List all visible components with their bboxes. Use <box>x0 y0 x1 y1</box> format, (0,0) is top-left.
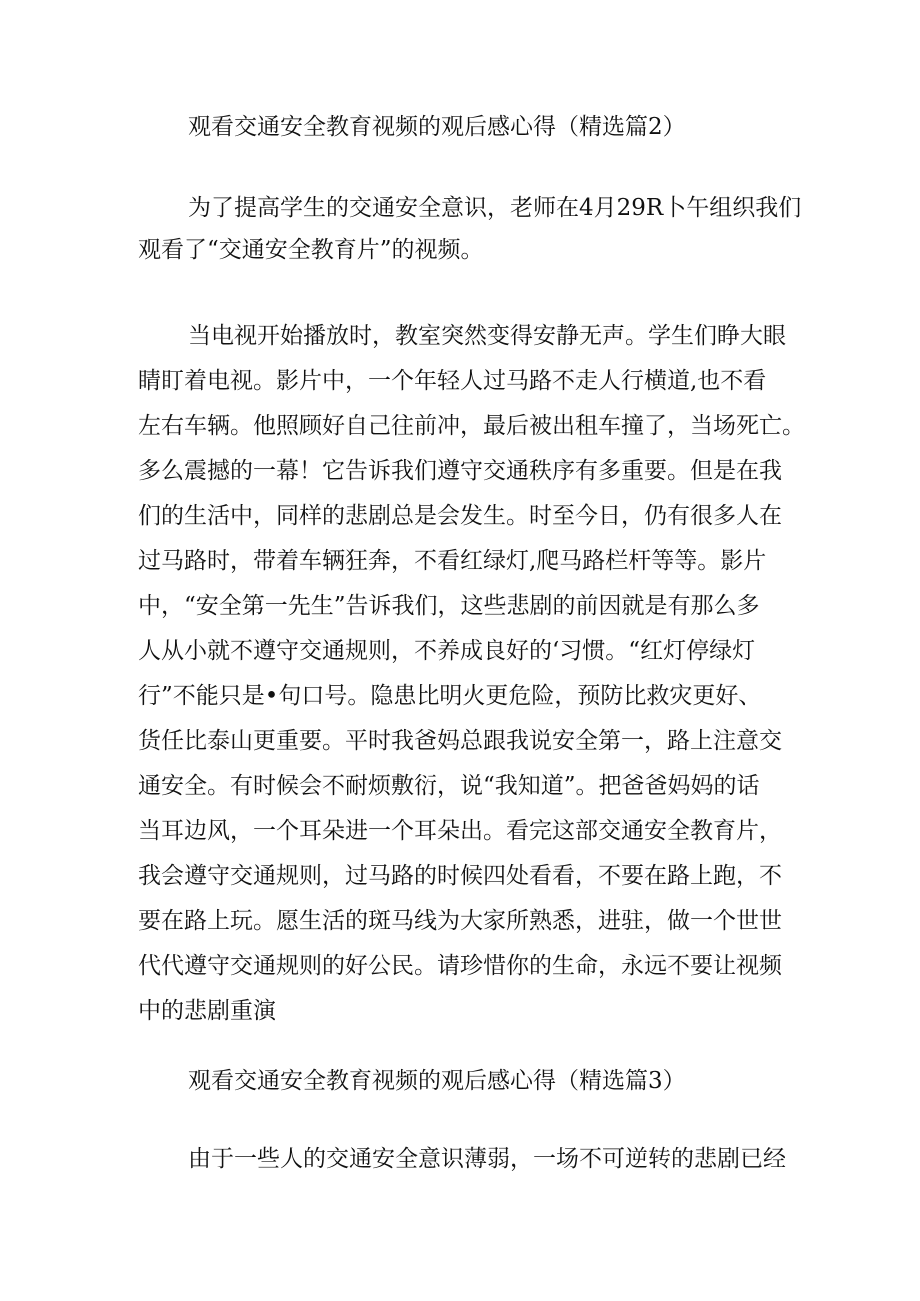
paragraph-3-line-1: 由于一些人的交通安全意识薄弱，一场不可逆转的悲剧已经 <box>188 1146 786 1172</box>
paragraph-2-line-14: 要在路上玩。愿生活的斑马线为大家所熟悉，进驻，做一个世世 <box>138 908 782 934</box>
paragraph-2-line-4: 多么震撼的一幕！它告诉我们遵守交通秩序有多重要。但是在我 <box>138 458 782 484</box>
paragraph-2-line-11: 通安全。有时候会不耐烦敷衍，说“我知道”。把爸爸妈妈的话 <box>138 773 760 799</box>
paragraph-2-line-2: 睛盯着电视。影片中，一个年轻人过马路不走人行横道,也不看 <box>138 368 767 394</box>
paragraph-2-line-12: 当耳边风，一个耳朵进一个耳朵出。看完这部交通安全教育片， <box>138 818 782 844</box>
paragraph-2-line-6: 过马路时，带着车辆狂奔，不看红绿灯,爬马路栏杆等等。影片 <box>138 548 767 574</box>
paragraph-1-line-2: 观看了“交通安全教育片”的视频。 <box>138 237 484 263</box>
paragraph-2-line-10: 货任比泰山更重要。平时我爸妈总跟我说安全第一，路上注意交 <box>138 728 782 754</box>
paragraph-2-line-7: 中，“安全第一先生”告诉我们，这些悲剧的前因就是有那么多 <box>138 593 760 619</box>
heading-part-3: 观看交通安全教育视频的观后感心得（精选篇3） <box>188 1068 686 1094</box>
paragraph-1-line-1: 为了提高学生的交通安全意识，老师在4月29R卜午组织我们 <box>188 195 802 221</box>
paragraph-2-line-16: 中的悲剧重演 <box>138 998 276 1024</box>
paragraph-2-line-5: 们的生活中，同样的悲剧总是会发生。时至今日，仍有很多人在 <box>138 503 782 529</box>
paragraph-2-line-15: 代代遵守交通规则的好公民。请珍惜你的生命，永远不要让视频 <box>138 953 782 979</box>
paragraph-2-line-8: 人从小就不遵守交通规则，不养成良好的‘习惯。“红灯停绿灯 <box>138 638 756 664</box>
paragraph-2-line-1: 当电视开始播放时，教室突然变得安静无声。学生们睁大眼 <box>188 323 786 349</box>
paragraph-2-line-13: 我会遵守交通规则，过马路的时候四处看看，不要在路上跑，不 <box>138 863 782 889</box>
paragraph-2-line-9: 行”不能只是•句口号。隐患比明火更危险，预防比救灾更好、 <box>138 683 762 709</box>
heading-part-2: 观看交通安全教育视频的观后感心得（精选篇2） <box>188 114 686 140</box>
paragraph-2-line-3: 左右车辆。他照顾好自己往前冲，最后被出租车撞了，当场死亡。 <box>138 413 805 439</box>
